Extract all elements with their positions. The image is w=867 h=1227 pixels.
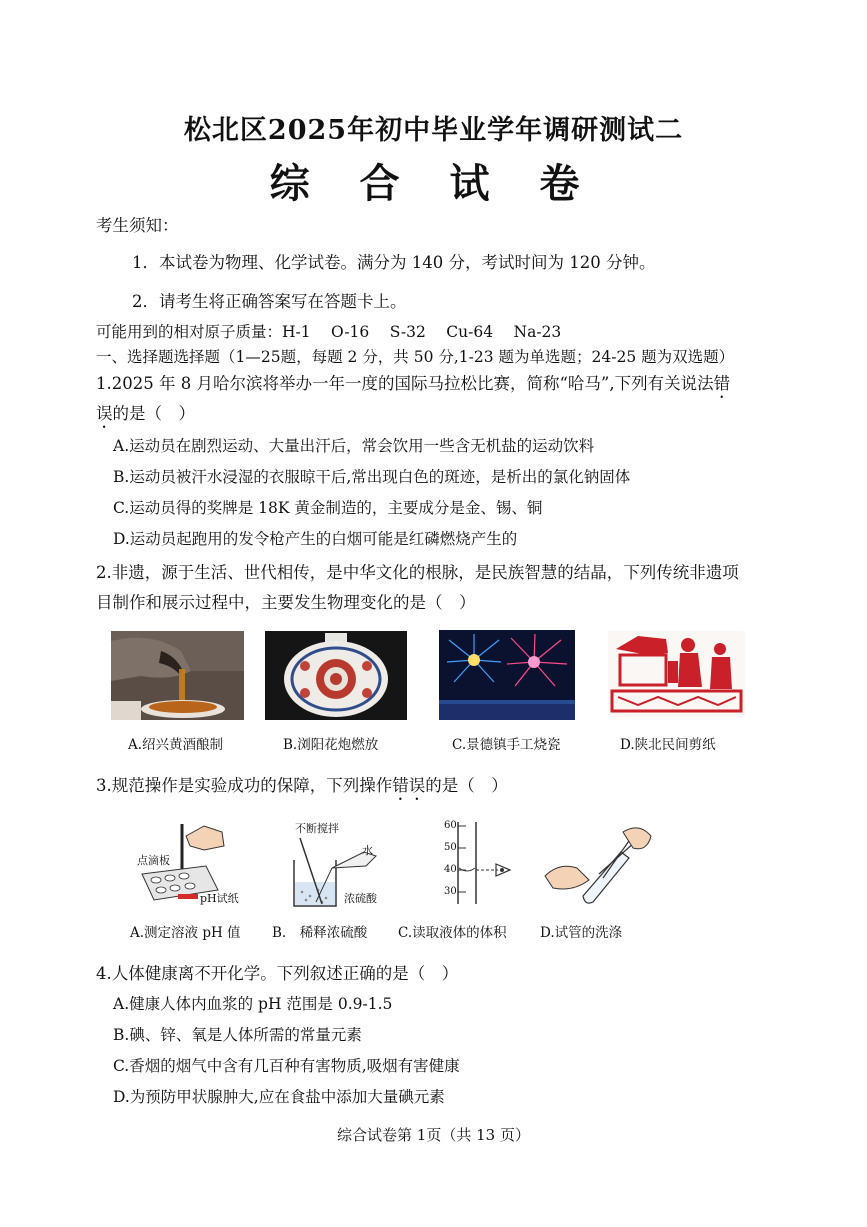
- tick-label: 40: [444, 864, 457, 875]
- acid-label: 浓硫酸: [344, 892, 377, 905]
- atomic-mass-line: 可能用到的相对原子质量：H-1 O-16 S-32 Cu-64 Na-23: [96, 323, 562, 341]
- question-1-stem: [96, 370, 730, 402]
- question-1-text: 的是（ ）: [112, 404, 195, 423]
- question-3-stem: [96, 772, 508, 804]
- exam-title: 松北区2025年初中毕业学年调研测试二: [183, 115, 684, 146]
- tick-label: 50: [444, 842, 457, 853]
- tick-label: 60: [444, 820, 457, 831]
- notice-item-1: 1．本试卷为物理、化学试卷。满分为 140 分，考试时间为 120 分钟。: [132, 253, 656, 272]
- porcelain-vase-photo: [265, 631, 407, 720]
- emphasis-mark: 错: [713, 374, 731, 393]
- yellow-wine-photo: [111, 631, 244, 720]
- notice-heading: 考生须知：: [96, 216, 179, 235]
- section-heading: 一、选择题选择题（1—25题，每题 2 分，共 50 分,1-23 题为单选题；24-25 题为双选题）: [96, 348, 735, 366]
- ph-paper-label: pH试纸: [200, 892, 239, 905]
- q1-option-d: D.运动员起跑用的发令枪产生的白烟可能是红磷燃烧产生的: [113, 530, 518, 548]
- q1-option-c: C.运动员得的奖牌是 18K 黄金制造的，主要成分是金、锡、铜: [113, 499, 543, 517]
- water-label: 水: [362, 844, 373, 857]
- q3-caption-b: B. 稀释浓硫酸: [272, 925, 368, 941]
- q2-caption-a: A.绍兴黄酒酿制: [128, 737, 224, 753]
- q3-caption-d: D.试管的洗涤: [540, 925, 623, 941]
- q3-caption-c: C.读取液体的体积: [398, 925, 507, 941]
- emphasis-mark: 错误: [392, 776, 426, 795]
- plate-label: 点滴板: [137, 854, 170, 867]
- q4-option-c: C.香烟的烟气中含有几百种有害物质,吸烟有害健康: [113, 1057, 460, 1075]
- q3-caption-a: A.测定溶液 pH 值: [130, 925, 241, 941]
- q2-caption-c: C.景德镇手工烧瓷: [452, 737, 561, 753]
- question-3-text: 的是（ ）: [425, 776, 508, 795]
- test-tube-diagram: [543, 822, 655, 906]
- question-2-line-2: 目制作和展示过程中，主要发生物理变化的是（ ）: [96, 593, 476, 612]
- notice-item-2: 2．请考生将正确答案写在答题卡上。: [132, 292, 407, 311]
- q1-option-a: A.运动员在剧烈运动、大量出汗后，常会饮用一些含无机盐的运动饮料: [113, 437, 595, 455]
- question-2-line-1: 2.非遗，源于生活、世代相传，是中华文化的根脉，是民族智慧的结晶，下列传统非遗项: [96, 563, 739, 582]
- stir-label: 不断搅拌: [295, 822, 339, 835]
- question-1-text: 1.2025 年 8 月哈尔滨将举办一年一度的国际马拉松比赛，简称“哈马”,下列有关说法: [96, 374, 714, 393]
- question-1-stem-cont: [96, 400, 195, 432]
- paper-title: 综 合 试 卷: [269, 160, 598, 207]
- q4-option-d: D.为预防甲状腺肿大,应在食盐中添加大量碘元素: [113, 1088, 445, 1106]
- q4-option-b: B.碘、锌、氧是人体所需的常量元素: [113, 1026, 362, 1044]
- tick-label: 30: [444, 886, 457, 897]
- q1-option-b: B.运动员被汗水浸湿的衣服晾干后,常出现白色的斑迹，是析出的氯化钠固体: [113, 468, 631, 486]
- emphasis-mark: 误: [96, 404, 113, 423]
- paper-cutting-photo: [608, 631, 745, 717]
- fireworks-photo: [439, 630, 575, 720]
- question-4-stem: 4.人体健康离不开化学。下列叙述正确的是（ ）: [96, 964, 459, 983]
- q2-caption-d: D.陕北民间剪纸: [620, 737, 716, 753]
- page-footer: 综合试卷第 1页（共 13 页）: [337, 1126, 530, 1144]
- q4-option-a: A.健康人体内血浆的 pH 范围是 0.9-1.5: [113, 995, 393, 1013]
- question-3-text: 3.规范操作是实验成功的保障，下列操作: [96, 776, 393, 795]
- q2-caption-b: B.浏阳花炮燃放: [283, 737, 379, 753]
